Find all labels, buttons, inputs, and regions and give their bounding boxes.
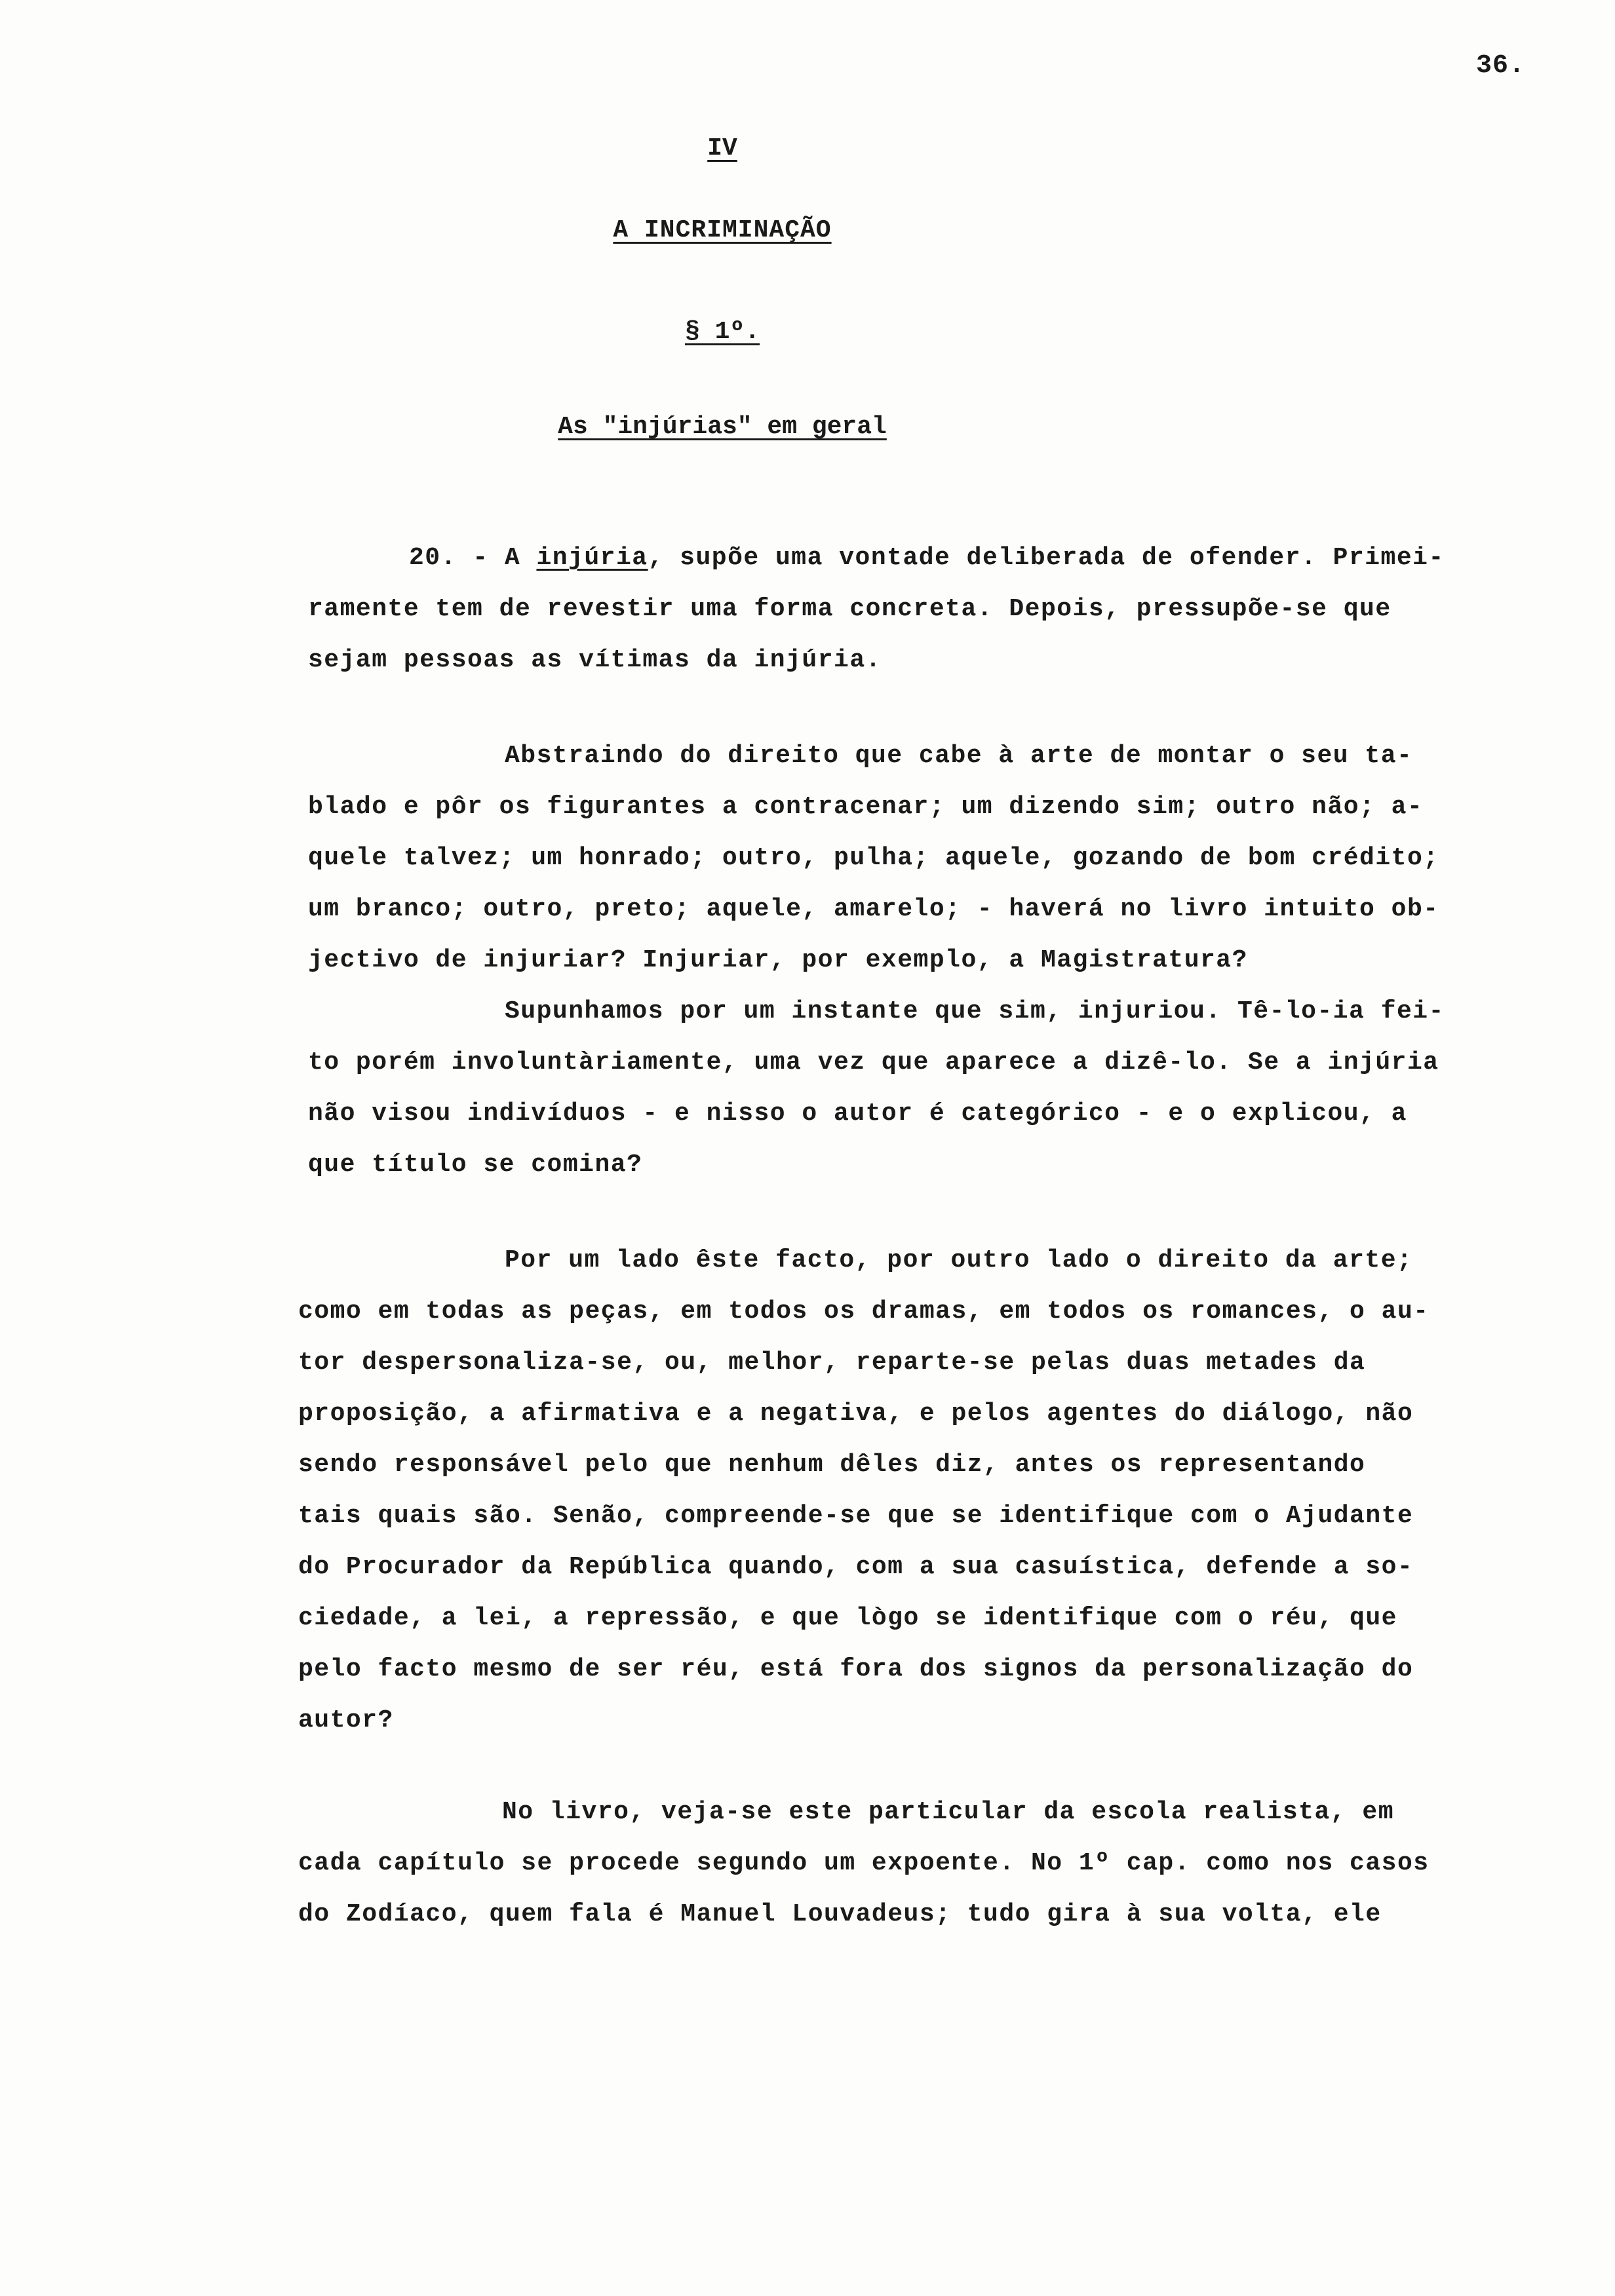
paragraph-3-line-1: Supunhamos por um instante que sim, injuriou. Tê-lo-ia fei-	[505, 997, 1445, 1025]
paragraph-20-line-2: ramente tem de revestir uma forma concreta. Depois, pressupõe-se que	[308, 595, 1391, 623]
paragraph-4-line-3: tor despersonaliza-se, ou, melhor, reparte-se pelas duas metades da	[298, 1349, 1366, 1377]
paragraph-4-line-9: pelo facto mesmo de ser réu, está fora dos signos da personalização do	[298, 1655, 1414, 1683]
paragraph-4-line-10: autor?	[298, 1706, 394, 1734]
paragraph-2-line-2: blado e pôr os figurantes a contracenar; um dizendo sim; outro não; a-	[308, 793, 1424, 821]
paragraph-4-line-2: como em todas as peças, em todos os dramas, em todos os romances, o au-	[298, 1297, 1430, 1326]
paragraph-2-line-5: jectivo de injuriar? Injuriar, por exemplo, a Magistratura?	[308, 946, 1248, 974]
paragraph-2-line-3: quele talvez; um honrado; outro, pulha; aquele, gozando de bom crédito;	[308, 844, 1439, 872]
paragraph-3-line-2: to porém involuntàriamente, uma vez que aparece a dizê-lo. Se a injúria	[308, 1048, 1439, 1077]
paragraph-3-line-3: não visou indivíduos - e nisso o autor é categórico - e o explicou, a	[308, 1100, 1407, 1128]
paragraph-5-line-2: cada capítulo se procede segundo um expoente. No 1º cap. como nos casos	[298, 1849, 1430, 1877]
paragraph-4-line-8: ciedade, a lei, a repressão, e que lògo se identifique com o réu, que	[298, 1604, 1397, 1632]
paragraph-2-line-4: um branco; outro, preto; aquele, amarelo; - haverá no livro intuito ob-	[308, 895, 1439, 923]
paragraph-4-line-6: tais quais são. Senão, compreende-se que se identifique com o Ajudante	[298, 1502, 1414, 1530]
paragraph-2-line-1: Abstraindo do direito que cabe à arte de montar o seu ta-	[505, 742, 1413, 770]
paragraph-5-line-3: do Zodíaco, quem fala é Manuel Louvadeus; tudo gira à sua volta, ele	[298, 1900, 1382, 1928]
paragraph-4-line-5: sendo responsável pelo que nenhum dêles diz, antes os representando	[298, 1451, 1366, 1479]
paragraph-20-line-3: sejam pessoas as vítimas da injúria.	[308, 646, 882, 674]
section-heading: § 1º.	[684, 318, 760, 346]
paragraph-4-line-4: proposição, a afirmativa e a negativa, e pelos agentes do diálogo, não	[298, 1400, 1414, 1428]
chapter-title: A INCRIMINAÇÃO	[613, 216, 832, 244]
page-number: 36.	[1476, 51, 1526, 81]
paragraph-5-line-1: No livro, veja-se este particular da escola realista, em	[502, 1798, 1395, 1826]
paragraph-20-line-1: 20. - A injúria, supõe uma vontade deliberada de ofender. Primei-	[409, 544, 1445, 572]
section-subtitle: As "injúrias" em geral	[558, 413, 887, 441]
paragraph-3-line-4: que título se comina?	[308, 1151, 643, 1179]
chapter-heading: IV	[707, 134, 737, 163]
paragraph-4-line-7: do Procurador da República quando, com a sua casuística, defende a so-	[298, 1553, 1414, 1581]
paragraph-4-line-1: Por um lado êste facto, por outro lado o direito da arte;	[505, 1246, 1413, 1274]
